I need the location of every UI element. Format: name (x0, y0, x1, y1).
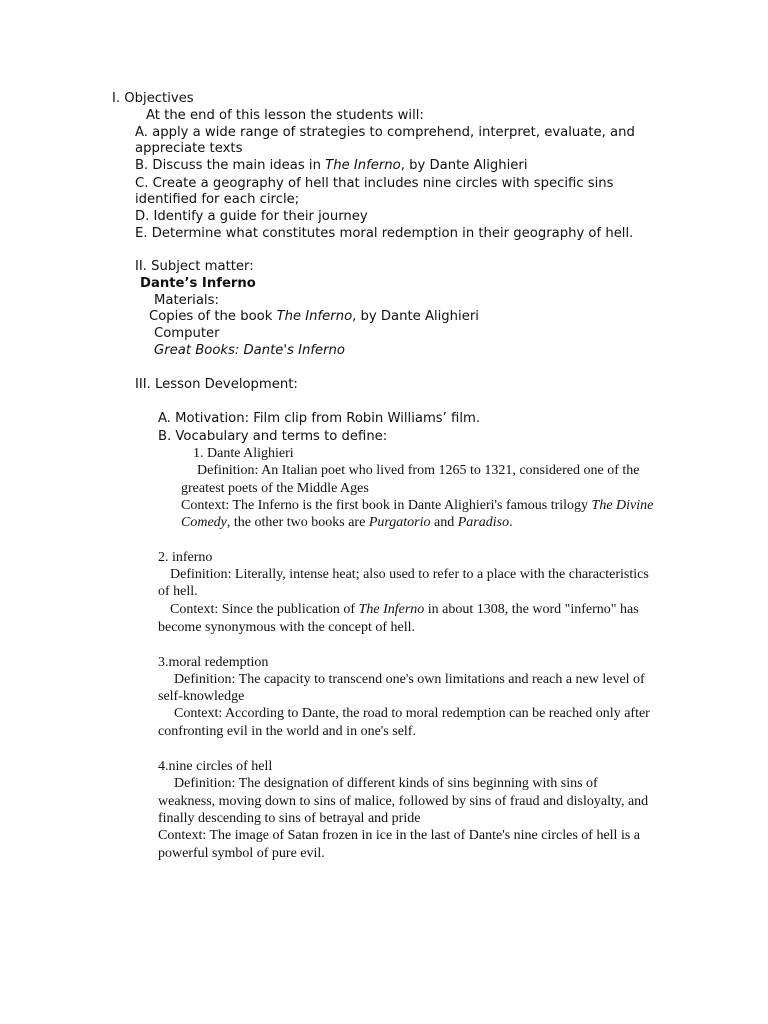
term-3-context-line2: confronting evil in the world and in one's self. (158, 724, 416, 739)
term-1-title: 1. Dante Alighieri (193, 446, 294, 461)
objectives-heading: I. Objectives (112, 91, 194, 106)
term-3-title: 3.moral redemption (158, 655, 269, 670)
term-4-title: 4.nine circles of hell (158, 759, 273, 774)
term-3-definition-line2: self-knowledge (158, 689, 245, 704)
term-2-definition-line2: of hell. (158, 584, 198, 599)
subject-title: Dante’s Inferno (140, 276, 256, 291)
term-2-context-line1: Context: Since the publication of The Inferno in about 1308, the word "inferno" has (170, 602, 639, 617)
term-1-definition-line2: greatest poets of the Middle Ages (181, 481, 369, 496)
term-3-context-line1: Context: According to Dante, the road to moral redemption can be reached only after (174, 706, 650, 721)
lesson-heading: III. Lesson Development: (135, 377, 298, 392)
materials-copies: Copies of the book The Inferno, by Dante Alighieri (149, 309, 479, 324)
term-4-context-line2: powerful symbol of pure evil. (158, 846, 325, 861)
materials-computer: Computer (154, 326, 220, 341)
lesson-vocabulary: B. Vocabulary and terms to define: (158, 429, 388, 444)
term-4-definition-line3: finally descending to sins of betrayal and pride (158, 811, 421, 826)
objective-e: E. Determine what constitutes moral redemption in their geography of hell. (135, 226, 634, 241)
materials-label: Materials: (154, 293, 219, 308)
objective-c-line1: C. Create a geography of hell that includes nine circles with specific sins (135, 176, 614, 191)
term-2-title: 2. inferno (158, 550, 213, 565)
term-3-definition-line1: Definition: The capacity to transcend one's own limitations and reach a new level of (174, 672, 645, 687)
term-4-context-line1: Context: The image of Satan frozen in ice in the last of Dante's nine circles of hell is a (158, 828, 641, 843)
term-1-definition-line1: Definition: An Italian poet who lived from 1265 to 1321, considered one of the (197, 463, 640, 478)
objective-a-line1: A. apply a wide range of strategies to comprehend, interpret, evaluate, and (135, 125, 635, 140)
term-1-context-line1: Context: The Inferno is the first book in Dante Alighieri's famous trilogy The Divine (181, 498, 654, 513)
objective-d: D. Identify a guide for their journey (135, 209, 368, 224)
objective-c-line2: identified for each circle; (135, 192, 300, 207)
term-1-context-line2: Comedy, the other two books are Purgatorio and Paradiso. (181, 515, 513, 530)
objectives-intro: At the end of this lesson the students will: (146, 108, 424, 123)
objective-b: B. Discuss the main ideas in The Inferno, by Dante Alighieri (135, 158, 528, 173)
subject-matter-heading: II. Subject matter: (135, 259, 254, 274)
lesson-motivation: A. Motivation: Film clip from Robin Williams’ film. (158, 411, 481, 426)
objective-a-line2: appreciate texts (135, 141, 243, 156)
term-4-definition-line1: Definition: The designation of different kinds of sins beginning with sins of (174, 776, 598, 791)
term-4-definition-line2: weakness, moving down to sins of malice, followed by sins of fraud and disloyalty, and (158, 794, 649, 809)
materials-great-books: Great Books: Dante's Inferno (154, 343, 345, 358)
term-2-context-line2: become synonymous with the concept of hell. (158, 620, 415, 635)
term-2-definition-line1: Definition: Literally, intense heat; also used to refer to a place with the characteristics (170, 567, 649, 582)
